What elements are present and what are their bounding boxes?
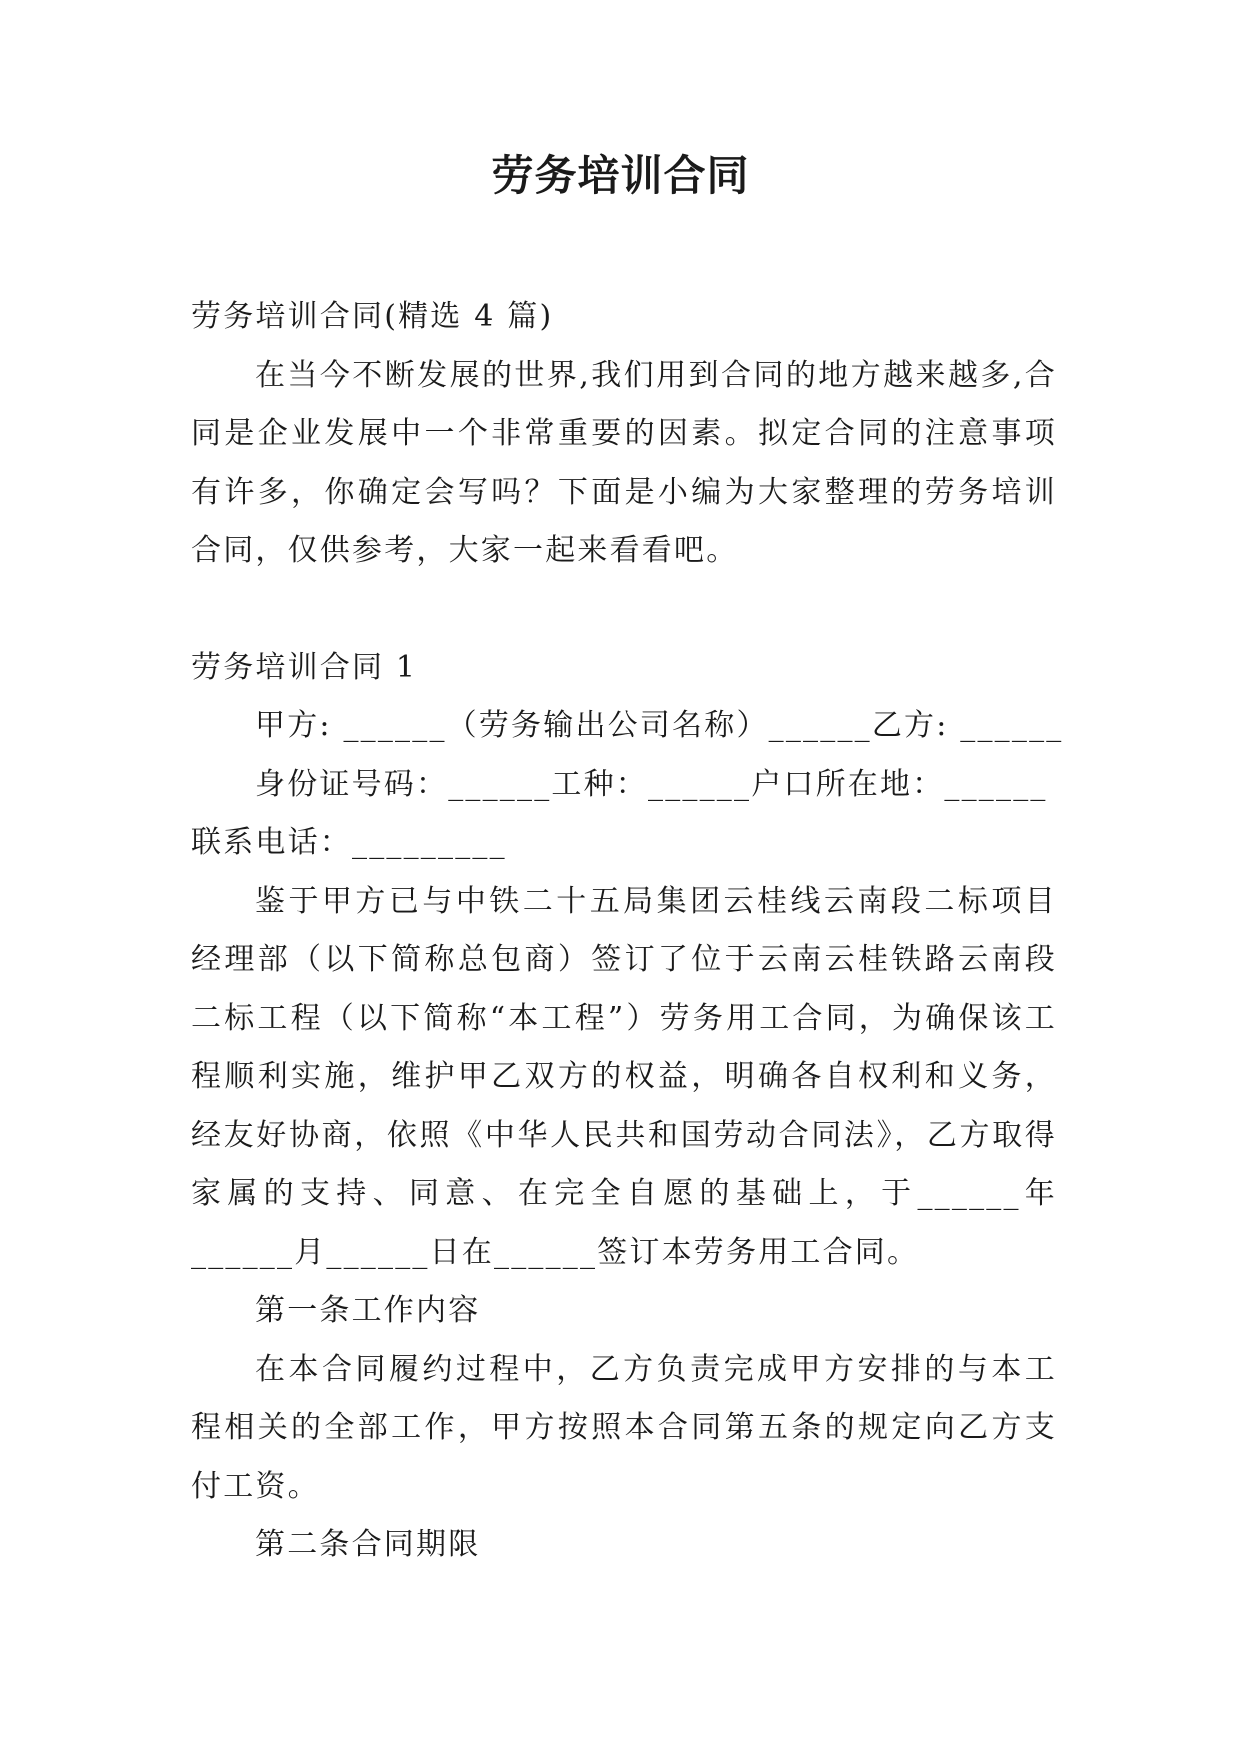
party-line: 甲方: ______（劳务输出公司名称）______乙方: ______ xyxy=(255,708,1064,743)
section-heading: 劳务培训合同 1 xyxy=(191,649,418,685)
preamble-paragraph: 鉴于甲方已与中铁二十五局集团云桂线云南段二标项目经理部（以下简称总包商）签订了位于云南云桂铁路云南段二标工程（以下简称“本工程”）劳务用工合同，为确保该工程顺利实施，维护甲乙双方的权益，明确各自权利和义务，经友好协商，依照《中华人民共和国劳动合同法》，乙方取得家属的支持、同意、在完全自愿的基础上，于______年______月______日在______签订本劳务用工合同。 xyxy=(191,883,1057,1270)
document-subtitle: 劳务培训合同(精选 4 篇) xyxy=(191,299,554,334)
paragraph-gap xyxy=(191,581,1057,639)
intro-paragraph: 在当今不断发展的世界,我们用到合同的地方越来越多,合同是企业发展中一个非常重要的因素。拟定合同的注意事项有许多，你确定会写吗？下面是小编为大家整理的劳务培训合同，仅供参考，大家一起来看看吧。 xyxy=(191,357,1057,568)
article1-heading: 第一条工作内容 xyxy=(255,1293,481,1328)
document-body xyxy=(191,288,1064,1575)
article2-heading: 第二条合同期限 xyxy=(255,1527,481,1562)
article1-text: 在本合同履约过程中，乙方负责完成甲方安排的与本工程相关的全部工作，甲方按照本合同第五条的规定向乙方支付工资。 xyxy=(191,1351,1057,1504)
document-title: 劳务培训合同 xyxy=(491,151,750,200)
phone-line: 联系电话：_________ xyxy=(191,825,507,860)
id-line: 身份证号码：______工种：______户口所在地：______ xyxy=(255,766,1048,802)
